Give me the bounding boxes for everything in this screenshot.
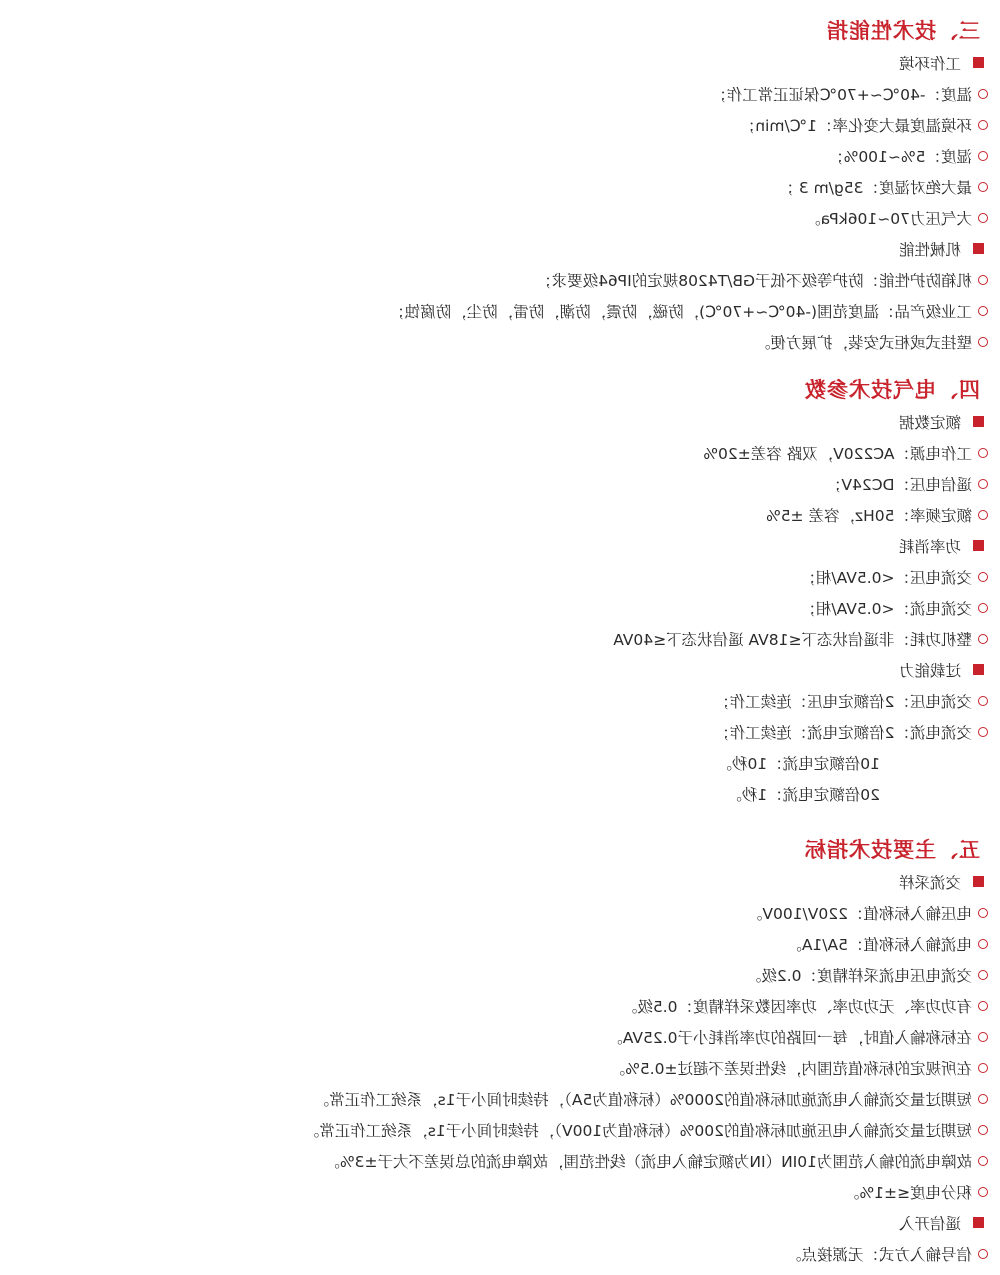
list-item-continuation: 20倍额定电流：1秒。: [726, 785, 880, 804]
circle-bullet-icon: [978, 213, 988, 223]
subheading-work-environment: [28, 47, 988, 78]
subheading-rated-data: [28, 406, 988, 437]
item-text: 电流输入标称值：5A/1A。: [786, 935, 972, 954]
item-text: 在标称输入值时，每一回路的功率消耗小于0.25VA。: [607, 1028, 972, 1047]
section-title: 四、电气技术参数: [804, 378, 980, 402]
item-text: 短期过量交流输入电压施加标称值的200%（标称值为100V），持续时间小于1s，系统工作正常。: [303, 1121, 972, 1140]
item-text: 机箱防护性能：防护等级不低于GB/T4208规定的IP64级要求；: [536, 271, 972, 290]
section-title: 五、主要技术指标: [804, 838, 980, 862]
item-text: 温度：-40℃~+70℃保证正常工作；: [711, 85, 972, 104]
circle-bullet-icon: [978, 1001, 988, 1011]
circle-bullet-icon: [978, 1094, 988, 1104]
circle-bullet-icon: [978, 337, 988, 347]
list-item: [28, 928, 988, 959]
item-text: 电压输入标称值：220V/100V。: [746, 904, 972, 923]
list-item: [28, 623, 988, 654]
list-item: [28, 1238, 988, 1269]
item-text: 在所规定的标称值范围内，线性误差不超过±0.5%。: [609, 1059, 972, 1078]
item-text: 积分电度≤±1%。: [843, 1183, 972, 1202]
circle-bullet-icon: [978, 1249, 988, 1259]
subheading-label: 功率消耗: [898, 537, 961, 556]
circle-bullet-icon: [978, 939, 988, 949]
list-item: [28, 264, 988, 295]
list-item: [28, 468, 988, 499]
square-bullet-icon: [973, 416, 984, 427]
circle-bullet-icon: [978, 1156, 988, 1166]
circle-bullet-icon: [978, 448, 988, 458]
circle-bullet-icon: [978, 275, 988, 285]
item-text: 最大绝对湿度：35g/m 3 ；: [778, 178, 972, 197]
square-bullet-icon: [973, 876, 984, 887]
item-text: 交流电压：2倍额定电压：连续工作；: [714, 692, 972, 711]
section-main-indicators: [28, 832, 988, 1269]
item-text: 工作电源：AC220V，双路 容差±20%: [703, 444, 972, 463]
circle-bullet-icon: [978, 696, 988, 706]
list-item: [28, 1083, 988, 1114]
item-text: 额定频率：50Hz，容差 ±5%: [765, 506, 972, 525]
circle-bullet-icon: [978, 89, 988, 99]
section-electrical-parameters: [28, 372, 988, 809]
subheading-label: 机械性能: [898, 240, 961, 259]
circle-bullet-icon: [978, 908, 988, 918]
list-item: [28, 1114, 988, 1145]
circle-bullet-icon: [978, 634, 988, 644]
circle-bullet-icon: [978, 727, 988, 737]
list-item: [28, 1021, 988, 1052]
list-item: [28, 685, 988, 716]
circle-bullet-icon: [978, 182, 988, 192]
subheading-label: 遥信开入: [898, 1214, 961, 1233]
subheading-mechanical: [28, 233, 988, 264]
item-text: 交流电流：<0.5VA/相；: [800, 599, 972, 618]
item-text: 信号输入方式：无源接点。: [785, 1245, 972, 1264]
square-bullet-icon: [973, 57, 984, 68]
item-text: 整机功耗：非遥信状态下≤18VA 遥信状态下≤40VA: [613, 630, 972, 649]
list-item: [28, 716, 988, 747]
item-text: 交流电压电流采样精度：0.2级。: [745, 966, 972, 985]
circle-bullet-icon: [978, 306, 988, 316]
list-item: [28, 897, 988, 928]
list-item: [28, 326, 988, 357]
list-item: [28, 109, 988, 140]
subheading-label: 工作环境: [898, 54, 961, 73]
circle-bullet-icon: [978, 1187, 988, 1197]
list-item: [28, 437, 988, 468]
circle-bullet-icon: [978, 1125, 988, 1135]
list-item: [28, 561, 988, 592]
list-item: [28, 1176, 988, 1207]
list-item: [28, 592, 988, 623]
subheading-power-consumption: [28, 530, 988, 561]
list-item: [28, 1052, 988, 1083]
list-item: [28, 499, 988, 530]
list-item: [28, 990, 988, 1021]
circle-bullet-icon: [978, 572, 988, 582]
circle-bullet-icon: [978, 603, 988, 613]
subheading-digital-input: [28, 1207, 988, 1238]
section-title: 三、技术性能指: [826, 19, 980, 43]
circle-bullet-icon: [978, 120, 988, 130]
list-item: [28, 295, 988, 326]
subheading-ac-sampling: [28, 866, 988, 897]
square-bullet-icon: [973, 540, 984, 551]
square-bullet-icon: [973, 664, 984, 675]
item-text: 工业级产品：温度范围(-40℃~+70℃)，防磁，防震，防潮，防雷，防尘，防腐蚀；: [389, 302, 972, 321]
item-text: 交流电压：<0.5VA/相；: [800, 568, 972, 587]
item-text: 湿度：5%~100%；: [828, 147, 972, 166]
item-text: 大气压力70~106kPa。: [805, 209, 972, 228]
list-item: [28, 171, 988, 202]
list-item: [28, 959, 988, 990]
item-text: 遥信电压：DC24V；: [825, 475, 972, 494]
item-text: 有功功率、无功功率、功率因数采样精度：0.5级。: [621, 997, 972, 1016]
subheading-label: 交流采样: [898, 873, 961, 892]
subheading-overload: [28, 654, 988, 685]
list-item: [28, 140, 988, 171]
item-text: 故障电流的输入范围为10IN（IN为额定输入电流）线性范围，故障电流的总误差不大于±3%。: [324, 1152, 972, 1171]
circle-bullet-icon: [978, 479, 988, 489]
subheading-label: 额定数据: [898, 413, 961, 432]
section-technical-performance: [28, 13, 988, 357]
item-text: 环境温度最大变化率：1℃/min；: [739, 116, 972, 135]
list-item-continuation: 10倍额定电流：10秒。: [716, 754, 880, 773]
circle-bullet-icon: [978, 1063, 988, 1073]
item-text: 交流电流：2倍额定电流：连续工作；: [714, 723, 972, 742]
circle-bullet-icon: [978, 510, 988, 520]
list-item: [28, 78, 988, 109]
list-item: [28, 1145, 988, 1176]
subheading-label: 过载能力: [898, 661, 961, 680]
square-bullet-icon: [973, 1217, 984, 1228]
circle-bullet-icon: [978, 970, 988, 980]
square-bullet-icon: [973, 243, 984, 254]
circle-bullet-icon: [978, 151, 988, 161]
list-item: [28, 202, 988, 233]
item-text: 壁挂式或柜式安装，扩展方便。: [754, 333, 972, 352]
circle-bullet-icon: [978, 1032, 988, 1042]
item-text: 短期过量交流输入电流施加标称值的2000%（标称值为5A），持续时间小于1s，系统工作正常。: [313, 1090, 972, 1109]
